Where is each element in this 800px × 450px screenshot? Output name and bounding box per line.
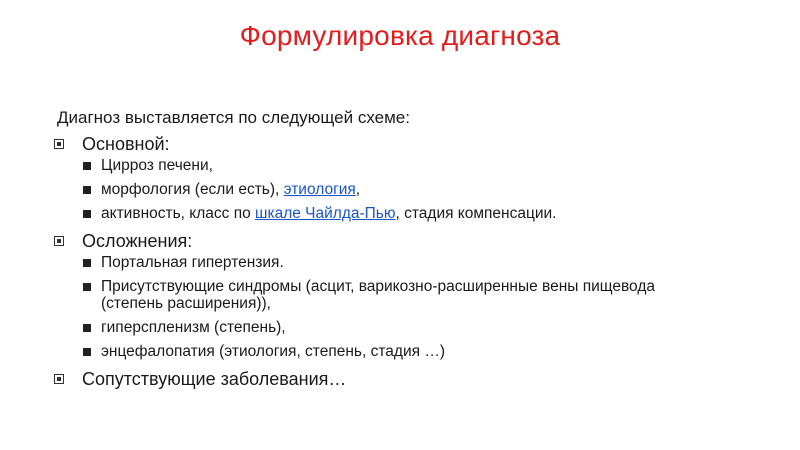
square-bullet-icon bbox=[83, 259, 91, 267]
slide-title: Формулировка диагноза bbox=[239, 20, 561, 51]
list-item-text: гиперспленизм (степень), bbox=[101, 319, 286, 336]
etiology-link[interactable]: этиология bbox=[283, 181, 356, 198]
list-item-text: морфология (если есть), bbox=[101, 181, 284, 198]
list-item bbox=[82, 343, 701, 360]
bullet-box-icon bbox=[54, 236, 64, 246]
sub-list bbox=[82, 157, 701, 222]
list-item bbox=[82, 181, 701, 198]
list-item bbox=[82, 157, 701, 174]
section-complications bbox=[54, 229, 701, 360]
list-item-text: энцефалопатия (этиология, степень, стадия …) bbox=[101, 343, 445, 360]
diagnosis-outline bbox=[54, 132, 701, 391]
square-bullet-icon bbox=[83, 162, 91, 170]
section-label: Осложнения: bbox=[82, 231, 193, 251]
list-item-text: Портальная гипертензия. bbox=[101, 254, 284, 271]
sub-list bbox=[82, 254, 701, 360]
list-item-text: , стадия компенсации. bbox=[395, 205, 557, 222]
square-bullet-icon bbox=[83, 186, 91, 194]
square-bullet-icon bbox=[83, 283, 91, 291]
list-item bbox=[82, 319, 701, 336]
child-pugh-scale-link[interactable]: шкале Чайлда-Пью bbox=[255, 205, 396, 222]
list-item-text: , bbox=[355, 181, 361, 198]
list-item bbox=[82, 254, 701, 271]
list-item bbox=[82, 278, 701, 312]
list-item-text: активность, класс по bbox=[101, 205, 256, 222]
square-bullet-icon bbox=[83, 210, 91, 218]
square-bullet-icon bbox=[83, 348, 91, 356]
section-comorbidities bbox=[54, 367, 701, 391]
section-label: Основной: bbox=[82, 134, 170, 154]
square-bullet-icon bbox=[83, 324, 91, 332]
list-item bbox=[82, 205, 701, 222]
bullet-box-icon bbox=[54, 374, 64, 384]
section-label: Сопутствующие заболевания… bbox=[82, 369, 347, 389]
list-item-text: Присутствующие синдромы (асцит, варикозно-расширенные вены пищевода (степень расширения)), bbox=[101, 278, 655, 312]
bullet-box-icon bbox=[54, 139, 64, 149]
section-main bbox=[54, 132, 701, 222]
list-item-text: Цирроз печени, bbox=[101, 157, 213, 174]
intro-text: Диагноз выставляется по следующей схеме: bbox=[57, 108, 410, 127]
